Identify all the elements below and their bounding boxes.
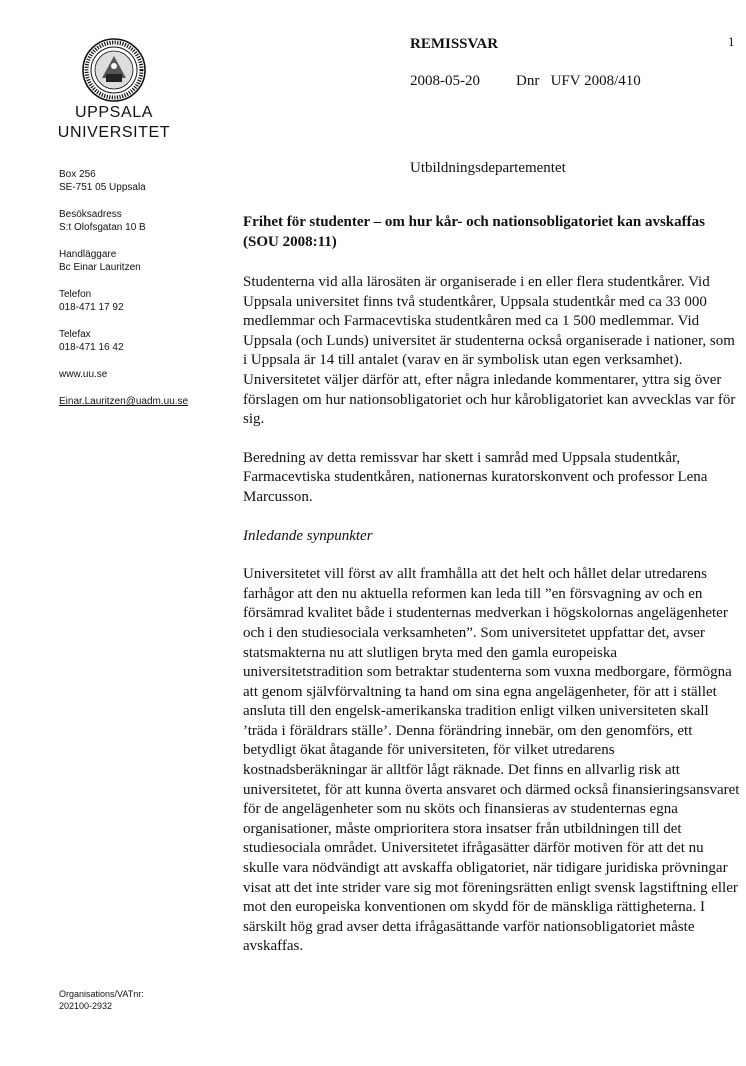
contact-sidebar [59, 168, 229, 422]
phone [59, 288, 229, 314]
fax-value: 018-471 16 42 [59, 342, 124, 353]
postal-address [59, 168, 229, 194]
email-link[interactable]: Einar.Lauritzen@uadm.uu.se [59, 396, 189, 407]
recipient: Utbildningsdepartementet [410, 160, 566, 176]
reference-number: Dnr UFV 2008/410 [516, 73, 641, 89]
letter-heading: Frihet för studenter – om hur kår- och nationsobligatoriet kan avskaffas (SOU 2008:11) [243, 214, 705, 250]
visit-label: Besöksadress [59, 209, 122, 220]
document-date: 2008-05-20 [410, 73, 480, 89]
address-line-2: SE-751 05 Uppsala [59, 182, 146, 193]
logo-line-2: UNIVERSITET [57, 124, 171, 141]
address-line-1: Box 256 [59, 169, 96, 180]
handler-label: Handläggare [59, 249, 117, 260]
visit-value: S:t Olofsgatan 10 B [59, 222, 146, 233]
university-seal-icon [82, 38, 146, 102]
fax-label: Telefax [59, 329, 91, 340]
fax [59, 328, 229, 354]
org-number-footer [59, 988, 144, 1012]
logo-line-1: UPPSALA [74, 104, 153, 121]
visiting-address [59, 208, 229, 234]
paragraph-1: Studenterna vid alla lärosäten är organiserade i en eller flera studentkårer. Vid Uppsala universitet finns två studentkårer, Uppsala studentkår med ca 33 000 medlemmar och Farmacevtiska studentkåren med ca 1 500 medlemmar. Vid Uppsala (och Lunds) universitet är studenterna också organiserade i nationer, som i Uppsala är 14 till antalet (varav en är symbolisk utan egen verksamhet). Universitetet väljer därför att, efter några inledande kommentarer, yttra sig över förslagen om hur nationsobligatoriet och hur kårobligatoriet kan avvecklas var för sig. [243, 274, 736, 428]
document-type: REMISSVAR [410, 36, 499, 52]
website [59, 368, 229, 381]
section-subheading: Inledande synpunkter [243, 527, 373, 544]
website-link[interactable]: www.uu.se [59, 369, 108, 380]
paragraph-3: Universitetet vill först av allt framhålla att det helt och hållet delar utredarens farhågor att den nu aktuella reformen kan leda till ”en försvagning av och en försämrad kvalitet både i studenternas medverkan i högskolornas angelägenheter och i den studiesociala verksamheten”. Som universitetet uppfattar det, avser statsmakterna nu att slutligen bryta med den gamla europeiska universitetstradition som betraktar studenterna som vuxna medborgare, förmögna att genom självförvaltning ta hand om sina egna angelägenheter, för att i stället ansluta till den engelsk-amerikanska tradition enligt vilken universiteten skall ’träda i föräldrars ställe’. Denna förändring innebär, om den genomförs, ett betydligt ökat åtagande för universiteten, för vilket utredarens kostnadsberäkningar är alltför lågt räknade. Det finns en allvarlig risk att universitetet, för att kunna överta ansvaret och därmed också finansieringsansvaret för de angelägenheter som nu sköts och finansieras av studenternas egna organisationer, måste omprioritera stora insatser från utbildningen till det studiesociala området. Universitetet ifrågasätter därför motiven för att det nu skulle vara nödvändigt att avskaffa obligatoriet, när tidigare juridiska prövningar visat att det inte strider vare sig mot föreningsrätten enligt svensk lagstiftning eller mot den europeiska konventionen om skydd för de mänskliga rättigheterna. I särskilt hög grad avser detta ifrågasättande varför nationsobligatoriet måste avskaffas. [243, 566, 740, 955]
page-number: 1 [728, 34, 735, 49]
phone-value: 018-471 17 92 [59, 302, 124, 313]
phone-label: Telefon [59, 289, 92, 300]
paragraph-2: Beredning av detta remissvar har skett i samråd med Uppsala studentkår, Farmacevtiska studentkåren, nationernas kuratorskonvent och professor Lena Marcusson. [243, 449, 708, 505]
handler-value: Bc Einar Lauritzen [59, 262, 141, 273]
handler [59, 248, 229, 274]
org-value: 202100-2932 [59, 1001, 113, 1011]
email [59, 395, 229, 408]
university-logo-text [56, 103, 172, 143]
org-label: Organisations/VATnr: [59, 989, 144, 999]
letter-body [243, 212, 740, 976]
